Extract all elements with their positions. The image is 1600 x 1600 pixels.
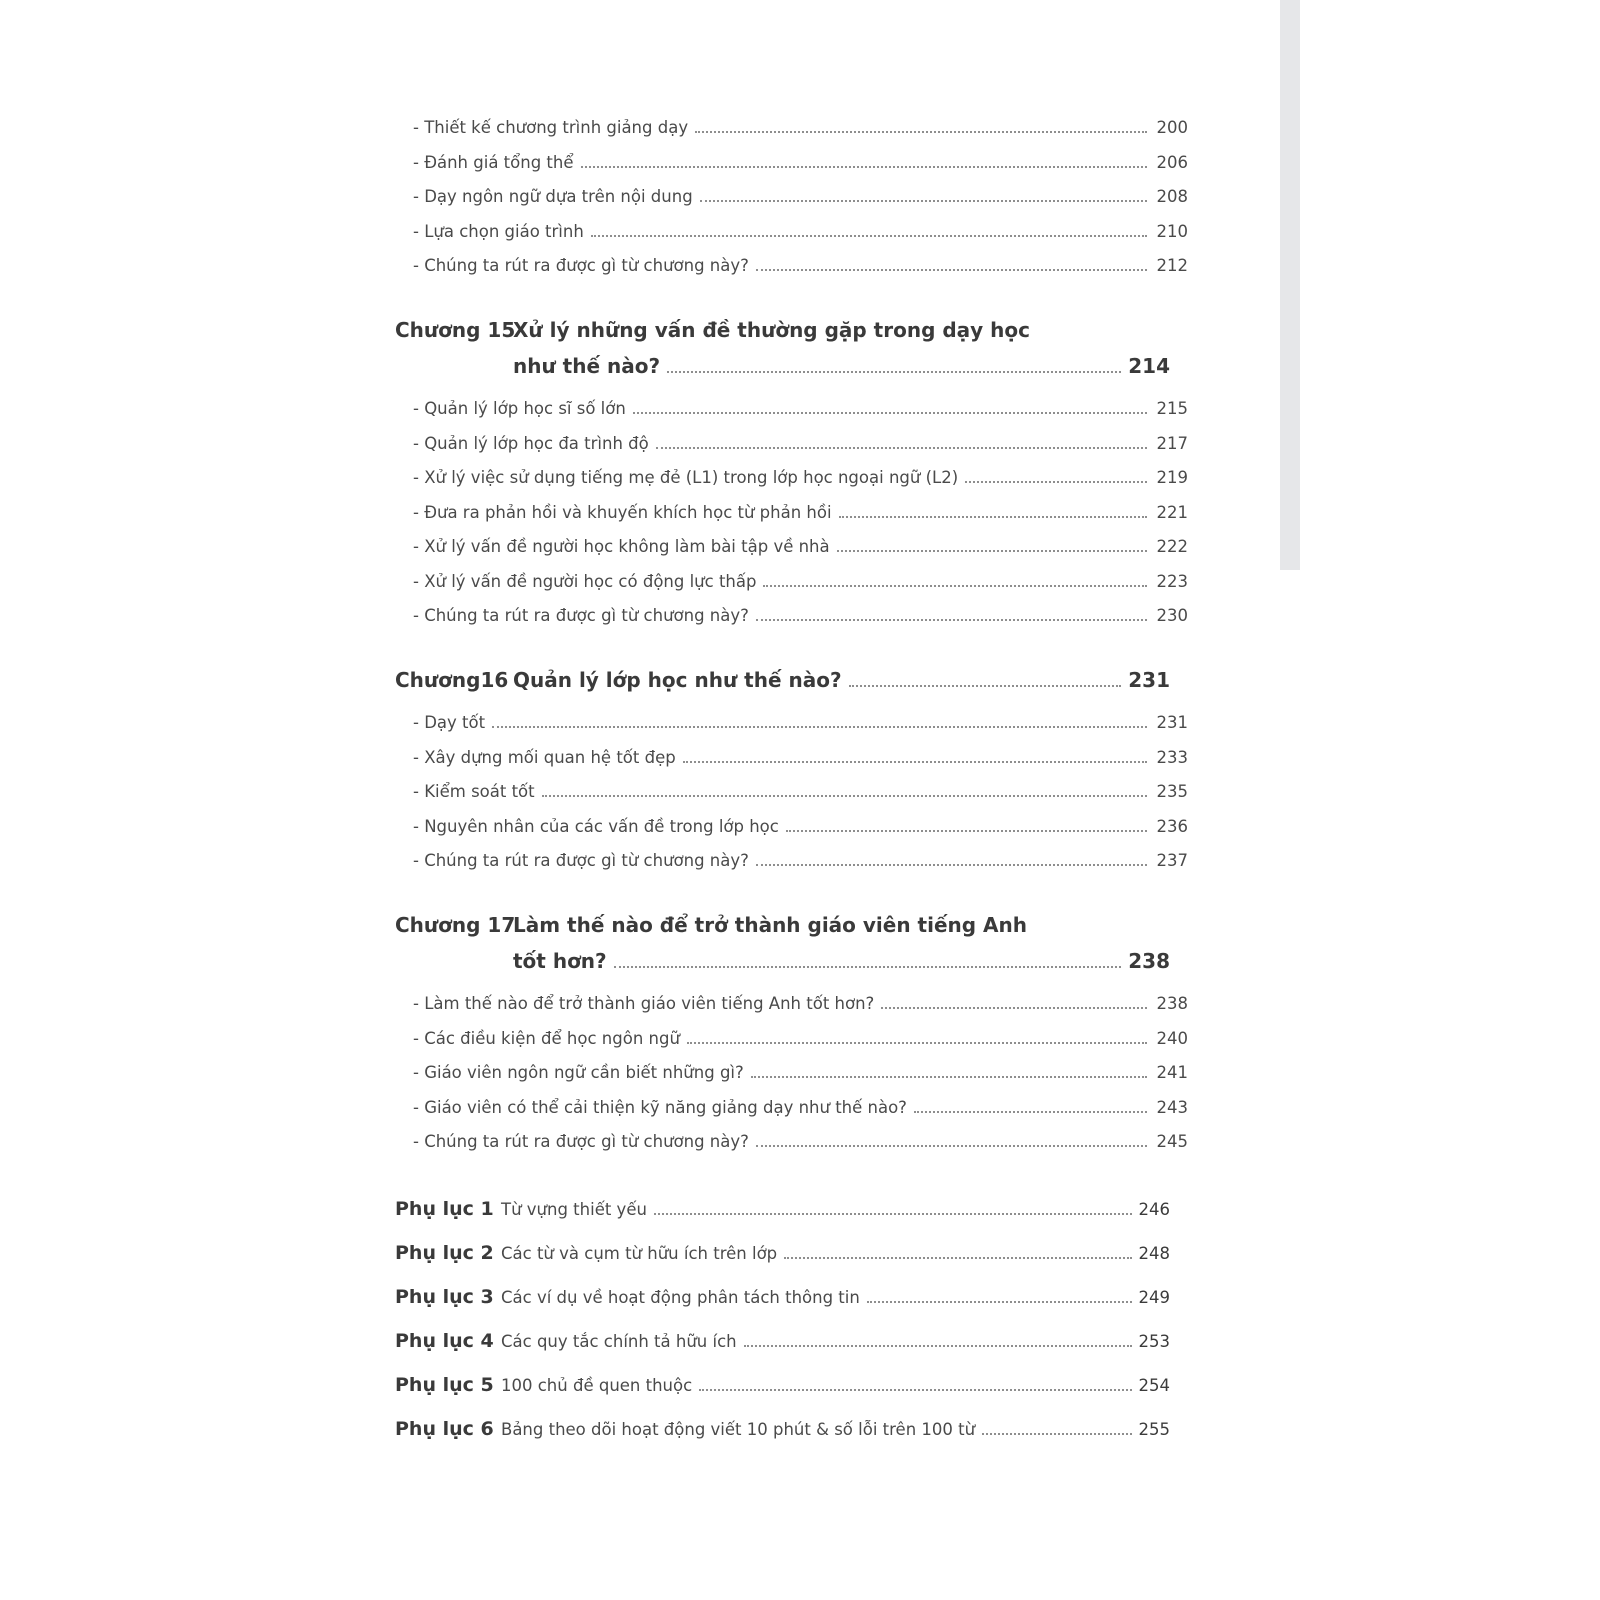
appendix-item[interactable] <box>395 1418 1170 1440</box>
list-item[interactable] <box>395 258 1188 276</box>
toc-entry-page: 240 <box>1156 1028 1188 1048</box>
list-item[interactable] <box>395 120 1188 138</box>
list-item[interactable] <box>395 784 1188 802</box>
leader-dots <box>786 830 1147 832</box>
list-item[interactable] <box>395 996 1188 1014</box>
toc-entry-page: 219 <box>1156 468 1188 487</box>
list-item[interactable] <box>395 1028 1188 1049</box>
leader-dots <box>633 412 1147 414</box>
chapter-number: Chương16 <box>395 668 509 692</box>
toc-entry-page: 236 <box>1156 816 1188 836</box>
chapter-title-line-1 <box>395 913 1170 937</box>
appendix-number: Phụ lục 3 <box>395 1286 494 1308</box>
appendix-page: 255 <box>1138 1420 1170 1439</box>
list-item[interactable] <box>395 853 1188 871</box>
toc-entry-page: 238 <box>1156 994 1188 1013</box>
toc-entry-page: 223 <box>1156 571 1188 591</box>
list-item[interactable] <box>395 608 1188 626</box>
chapter-title: Xử lý những vấn đề thường gặp trong dạy học <box>513 318 1031 342</box>
leader-dots <box>839 516 1147 518</box>
toc-entry-label: - Giáo viên có thể cải thiện kỹ năng giảng dạy như thế nào? <box>413 1097 907 1117</box>
chapter-title-line-2 <box>395 354 1170 379</box>
leader-dots <box>581 166 1148 168</box>
chapter-page: 238 <box>1128 949 1170 973</box>
leader-dots <box>542 795 1147 797</box>
toc-entry-label: - Xử lý việc sử dụng tiếng mẹ đẻ (L1) trong lớp học ngoại ngữ (L2) <box>413 468 959 487</box>
list-item[interactable] <box>395 152 1188 173</box>
toc-top-entries <box>395 118 1188 276</box>
chapter-16-entries <box>395 713 1188 871</box>
toc-container <box>395 118 1188 1462</box>
list-item[interactable] <box>395 539 1188 557</box>
leader-dots <box>492 726 1147 728</box>
toc-entry-label: - Xử lý vấn đề người học không làm bài tập về nhà <box>413 537 830 556</box>
toc-entry-label: - Chúng ta rút ra được gì từ chương này? <box>413 1132 749 1151</box>
chapter-title-line-1 <box>395 318 1170 342</box>
toc-entry-label: - Thiết kế chương trình giảng dạy <box>413 118 689 137</box>
list-item[interactable] <box>395 1097 1188 1118</box>
toc-entry-label: - Đánh giá tổng thể <box>413 152 574 172</box>
toc-entry-page: 237 <box>1156 851 1188 870</box>
toc-entry-page: 235 <box>1156 782 1188 801</box>
toc-entry-page: 230 <box>1156 606 1188 625</box>
appendix-page: 248 <box>1138 1244 1170 1263</box>
list-item[interactable] <box>395 816 1188 837</box>
leader-dots <box>695 131 1147 133</box>
leader-dots <box>784 1257 1131 1259</box>
appendix-number: Phụ lục 2 <box>395 1242 494 1264</box>
toc-entry-label: - Nguyên nhân của các vấn đề trong lớp học <box>413 816 779 836</box>
toc-entry-label: - Xây dựng mối quan hệ tốt đẹp <box>413 747 676 767</box>
leader-dots <box>837 550 1147 552</box>
chapter-title-line-2 <box>395 949 1170 974</box>
leader-dots <box>744 1345 1132 1347</box>
appendix-item[interactable] <box>395 1330 1170 1352</box>
chapter-page: 214 <box>1128 354 1170 378</box>
chapter-heading-16[interactable] <box>395 668 1170 693</box>
toc-entry-page: 212 <box>1156 256 1188 275</box>
chapter-number: Chương 17 <box>395 913 516 937</box>
toc-entry-label: - Chúng ta rút ra được gì từ chương này? <box>413 606 749 625</box>
appendix-page: 246 <box>1138 1200 1170 1219</box>
list-item[interactable] <box>395 401 1188 419</box>
appendix-title: 100 chủ đề quen thuộc <box>501 1376 693 1395</box>
leader-dots <box>756 619 1147 621</box>
list-item[interactable] <box>395 470 1188 488</box>
leader-dots <box>849 685 1122 687</box>
chapter-17-entries <box>395 994 1188 1152</box>
list-item[interactable] <box>395 189 1188 207</box>
leader-dots <box>591 235 1147 237</box>
appendix-title: Các từ và cụm từ hữu ích trên lớp <box>501 1244 778 1263</box>
leader-dots <box>881 1007 1147 1009</box>
appendix-title: Các quy tắc chính tả hữu ích <box>501 1332 737 1351</box>
toc-entry-page: 215 <box>1156 399 1188 418</box>
toc-entry-page: 222 <box>1156 537 1188 556</box>
appendix-title: Bảng theo dõi hoạt động viết 10 phút & số lỗi trên 100 từ <box>501 1420 976 1439</box>
appendix-number: Phụ lục 5 <box>395 1374 494 1396</box>
toc-entry-page: 243 <box>1156 1097 1188 1117</box>
appendix-title: Từ vựng thiết yếu <box>501 1200 647 1219</box>
leader-dots <box>982 1433 1131 1435</box>
appendix-number: Phụ lục 4 <box>395 1330 494 1352</box>
appendix-number: Phụ lục 1 <box>395 1198 494 1220</box>
leader-dots <box>699 1389 1131 1391</box>
list-item[interactable] <box>395 502 1188 523</box>
toc-entry-label: - Giáo viên ngôn ngữ cần biết những gì? <box>413 1063 744 1082</box>
chapter-title: Làm thế nào để trở thành giáo viên tiếng Anh <box>513 913 1027 937</box>
appendix-item[interactable] <box>395 1198 1170 1220</box>
leader-dots <box>667 371 1121 373</box>
toc-entry-page: 221 <box>1156 502 1188 522</box>
toc-entry-label: - Xử lý vấn đề người học có động lực thấp <box>413 571 757 591</box>
toc-entry-label: - Dạy ngôn ngữ dựa trên nội dung <box>413 187 693 206</box>
toc-entry-page: 233 <box>1156 747 1188 767</box>
chapter-page: 231 <box>1128 668 1170 692</box>
leader-dots <box>654 1213 1132 1215</box>
chapter-title: Quản lý lớp học như thế nào? <box>513 668 842 692</box>
toc-entry-label: - Làm thế nào để trở thành giáo viên tiếng Anh tốt hơn? <box>413 994 875 1013</box>
leader-dots <box>683 761 1147 763</box>
appendix-list <box>395 1198 1170 1440</box>
toc-entry-page: 200 <box>1156 118 1188 137</box>
list-item[interactable] <box>395 433 1188 454</box>
list-item[interactable] <box>395 221 1188 242</box>
appendix-item[interactable] <box>395 1242 1170 1264</box>
toc-entry-page: 210 <box>1156 221 1188 241</box>
appendix-page: 254 <box>1138 1376 1170 1395</box>
appendix-item[interactable] <box>395 1374 1170 1396</box>
toc-entry-label: - Kiểm soát tốt <box>413 782 535 801</box>
list-item[interactable] <box>395 1065 1188 1083</box>
chapter-heading-15[interactable] <box>395 318 1170 379</box>
list-item[interactable] <box>395 747 1188 768</box>
leader-dots <box>687 1042 1147 1044</box>
leader-dots <box>756 1145 1147 1147</box>
chapter-15-entries <box>395 399 1188 626</box>
toc-entry-label: - Chúng ta rút ra được gì từ chương này? <box>413 851 749 870</box>
chapter-title-cont: tốt hơn? <box>513 949 607 973</box>
leader-dots <box>756 269 1147 271</box>
list-item[interactable] <box>395 571 1188 592</box>
toc-entry-page: 217 <box>1156 433 1188 453</box>
toc-entry-label: - Quản lý lớp học đa trình độ <box>413 433 649 453</box>
leader-dots <box>700 200 1147 202</box>
toc-entry-label: - Dạy tốt <box>413 713 486 732</box>
toc-entry-page: 208 <box>1156 187 1188 206</box>
toc-entry-label: - Quản lý lớp học sĩ số lớn <box>413 399 626 418</box>
toc-entry-label: - Lựa chọn giáo trình <box>413 221 584 241</box>
list-item[interactable] <box>395 715 1188 733</box>
leader-dots <box>867 1301 1132 1303</box>
toc-entry-label: - Các điều kiện để học ngôn ngữ <box>413 1028 680 1048</box>
toc-entry-page: 241 <box>1156 1063 1188 1082</box>
toc-entry-label: - Chúng ta rút ra được gì từ chương này? <box>413 256 749 275</box>
leader-dots <box>914 1111 1147 1113</box>
leader-dots <box>763 585 1147 587</box>
list-item[interactable] <box>395 1134 1188 1152</box>
leader-dots <box>965 481 1147 483</box>
leader-dots <box>656 447 1147 449</box>
toc-entry-page: 206 <box>1156 152 1188 172</box>
chapter-heading-17[interactable] <box>395 913 1170 974</box>
chapter-title-cont: như thế nào? <box>513 354 661 378</box>
leader-dots <box>751 1076 1147 1078</box>
chapter-title-line-1 <box>395 668 1170 693</box>
appendix-page: 249 <box>1138 1288 1170 1307</box>
appendix-item[interactable] <box>395 1286 1170 1308</box>
appendix-page: 253 <box>1138 1332 1170 1351</box>
chapter-number: Chương 15 <box>395 318 516 342</box>
toc-entry-page: 231 <box>1156 713 1188 732</box>
toc-entry-label: - Đưa ra phản hồi và khuyến khích học từ phản hồi <box>413 502 832 522</box>
leader-dots <box>614 966 1122 968</box>
leader-dots <box>756 864 1147 866</box>
toc-entry-page: 245 <box>1156 1132 1188 1151</box>
appendix-number: Phụ lục 6 <box>395 1418 494 1440</box>
table-of-contents-page <box>245 0 1280 1600</box>
appendix-title: Các ví dụ về hoạt động phân tách thông tin <box>501 1288 860 1307</box>
